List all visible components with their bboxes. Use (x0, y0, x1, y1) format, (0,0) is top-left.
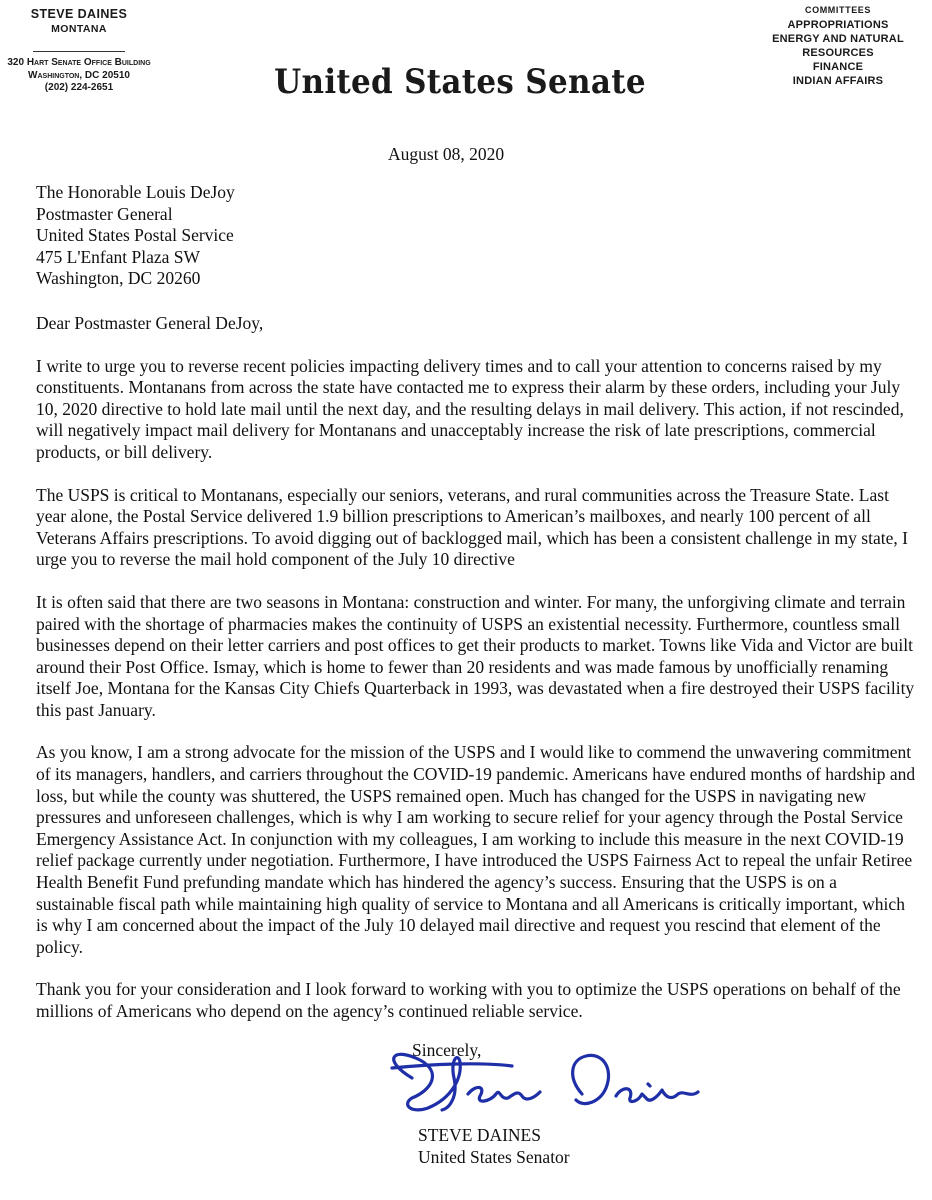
letter-date: August 08, 2020 (388, 144, 505, 164)
signature-block (418, 1124, 570, 1168)
recipient-line: United States Postal Service (36, 225, 234, 246)
office-address: 320 Hart Senate Office Building (7, 57, 151, 68)
signer-name: STEVE DAINES (418, 1125, 541, 1145)
body-paragraph: I write to urge you to reverse recent policies impacting delivery times and to call your attention to concerns raised by my constituents. Montanans from across the state have contacted me to express their alarm by these orders, including your July 10, 2020 directive to hold late mail until the next day, and the resulting delays in mail delivery. This action, if not rescinded, will negatively impact mail delivery for Montanans and unacceptably increase the risk of late prescriptions, commercial products, or bill delivery. (36, 355, 904, 462)
body-paragraph: The USPS is critical to Montanans, especially our seniors, veterans, and rural communities across the Treasure State. Last year alone, the Postal Service delivered 1.9 billion prescriptions to American’s mailboxes, and nearly 100 percent of all Veterans Affairs prescriptions. To avoid digging out of backlogged mail, which has been a consistent challenge in my state, I urge you to reverse the mail hold component of the July 10 directive (36, 484, 908, 570)
committee-item: APPROPRIATIONS (787, 19, 889, 31)
office-phone: (202) 224-2651 (44, 82, 114, 93)
letterhead-left (0, 6, 158, 95)
body-paragraph: As you know, I am a strong advocate for the mission of the USPS and I would like to commend the unwavering commitment of its managers, handlers, and carriers throughout the COVID-19 pandemic. Americans have endured months of hardship and loss, but while the county was shuttered, the USPS remained open. Much has changed for the USPS in navigating new pressures and unforeseen challenges, which is why I am working to secure relief for your agency through the Postal Service Emergency Assistance Act. In conjunction with my colleagues, I am working to include this measure in the next COVID-19 relief package currently under negotiation. Furthermore, I have introduced the USPS Fairness Act to repeal the unfair Retiree Health Benefit Fund prefunding mandate which has hindered the agency’s success. Ensuring that the USPS is on a sustainable fiscal path while maintaining high quality of service to Montana and all Americans is critically important, which is why I am concerned about the impact of the July 10 delayed mail directive and request you rescind that element of the policy. (36, 742, 916, 957)
committee-item: FINANCE (812, 61, 864, 73)
recipient-line: The Honorable Louis DeJoy (36, 182, 235, 202)
senator-name: STEVE DAINES (30, 7, 128, 21)
office-city: Washington, DC 20510 (28, 69, 130, 81)
recipient-line: Washington, DC 20260 (36, 268, 201, 289)
letter-body (36, 182, 916, 1023)
recipient-line: 475 L'Enfant Plaza SW (36, 246, 201, 267)
signer-title: United States Senator (418, 1147, 570, 1167)
body-paragraph: It is often said that there are two seasons in Montana: construction and winter. For many, the unforgiving climate and terrain paired with the shortage of pharmacies makes the continuity of USPS an existential necessity. Furthermore, countless small businesses depend on their letter carriers and post offices to get their products to market. Towns like Vida and Victor are built around their Post Office. Ismay, which is home to fewer than 20 residents and was made famous by unofficially renaming itself Joe, Montana for the Kansas City Chiefs Quarterback in 1993, was devastated when a fire destroyed their USPS facility this past January. (36, 591, 915, 720)
salutation: Dear Postmaster General DeJoy, (36, 312, 264, 333)
handwritten-signature (372, 1038, 712, 1128)
committees-block (758, 4, 918, 88)
senator-state: MONTANA (51, 23, 107, 35)
committee-item: ENERGY AND NATURAL RESOURCES (772, 33, 904, 59)
committees-heading: COMMITTEES (805, 5, 871, 15)
signoff: Sincerely, (412, 1040, 482, 1060)
recipient-address (36, 182, 916, 290)
letterhead-divider (33, 51, 125, 52)
recipient-line: Postmaster General (36, 203, 173, 224)
senate-title: United States Senate (274, 62, 646, 102)
body-paragraph: Thank you for your consideration and I look forward to working with you to optimize the USPS operations on behalf of the millions of Americans who depend on the agency’s continued reliable service. (36, 979, 901, 1021)
committee-item: INDIAN AFFAIRS (792, 75, 884, 87)
